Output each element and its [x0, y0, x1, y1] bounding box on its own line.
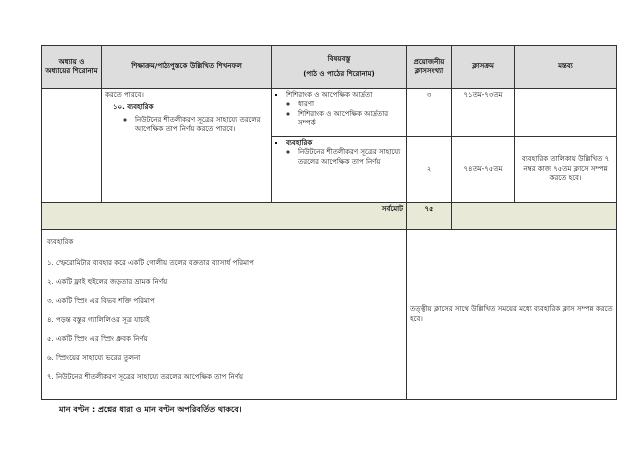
total-spacer — [452, 203, 617, 230]
serial-cell: ৭১তম-৭৩তম — [452, 89, 515, 137]
practical-item: ৬. স্প্রিংয়ের সাহায্যে ভরের তুলনা — [47, 354, 141, 363]
content-cell — [272, 89, 407, 137]
content-list — [275, 139, 403, 167]
practical-note: তত্ত্বীয় ক্লাসের সাথে উল্লিখিত সময়ের মধ্যে ব্যবহারিক ক্লাস সম্পন্ন করতে হবে। — [407, 230, 617, 400]
content-sublist — [286, 100, 403, 128]
header-classes: প্রয়োজনীয় ক্লাসসংখ্যা — [407, 46, 452, 89]
content-list — [275, 91, 403, 129]
total-label: সর্বমোট — [42, 203, 407, 230]
total-row — [42, 203, 617, 230]
table-row — [42, 89, 617, 137]
practical-row — [42, 230, 617, 400]
total-value: ৭৫ — [407, 203, 452, 230]
chapter-cell — [42, 89, 102, 203]
header-remarks: মন্তব্য — [515, 46, 617, 89]
practical-list — [47, 259, 403, 382]
content-title: শিশিরাংক ও আপেক্ষিক আর্দ্রতা — [286, 91, 373, 99]
remarks-cell — [515, 89, 617, 137]
content-item — [286, 91, 403, 129]
classes-cell: ৩ — [407, 89, 452, 137]
content-sublist — [286, 148, 403, 167]
practical-cell — [42, 230, 407, 400]
header-content-subtitle: (পাঠ ও পাঠের শিরোনাম) — [303, 70, 375, 78]
practical-item: ৩. একটি স্প্রিং এর বিভব শক্তি পরিমাপ — [47, 297, 155, 306]
content-subitem: ◦ শিশিরাংক ও আপেক্ষিক আর্দ্রতার সম্পর্ক — [298, 110, 403, 129]
practical-item: ৭. নিউটনের শীতলীকরণ সূত্রের সাহায্যে তরলের আপেক্ষিক তাপ নির্ণয় — [47, 373, 243, 382]
header-row — [42, 46, 617, 89]
outcome-sublist — [105, 116, 268, 135]
outcome-heading: ১০. ব্যবহারিক — [113, 103, 154, 112]
serial-cell: ৭৪তম-৭৫তম — [452, 137, 515, 203]
content-item — [286, 139, 403, 167]
practical-item: ৪. পড়ন্ত বস্তুর গ্যালিলিওর সূত্র যাচাই — [47, 316, 150, 325]
header-serial: ক্লাসক্রম — [452, 46, 515, 89]
content-title: ব্যবহারিক — [286, 139, 313, 147]
content-subitem: ◦ নিউটনের শীতলীকরণ সূত্রের সাহায্যে তরলের আপেক্ষিক তাপ নির্ণয় — [298, 148, 403, 167]
header-chapter: অধ্যায় ও অধ্যায়ের শিরোনাম — [42, 46, 102, 89]
header-content-title: বিষয়বস্তু — [327, 54, 351, 63]
practical-item: ২. একটি ফ্লাই হুইলের জড়তার ভ্রামক নির্ণয় — [47, 278, 168, 287]
outcome-line: করতে পারবে। — [105, 91, 144, 99]
content-subitem: ◦ ধারণা — [298, 100, 403, 109]
practical-title: ব্যবহারিক — [47, 238, 74, 246]
header-content — [272, 46, 407, 89]
practical-item: ৫. একটি স্প্রিং এর স্প্রিং ধ্রুবক নির্ণয় — [47, 335, 148, 344]
syllabus-table — [41, 45, 617, 400]
practical-item: ১. স্ফেরোমিটার ব্যবহার করে একটি গোলীয় তলের বক্রতার ব্যাসার্ধ পরিমাপ — [47, 259, 254, 268]
header-outcome: শিক্ষাক্রম/পাঠ্যপুস্তকে উল্লিখিত শিখনফল — [102, 46, 272, 89]
remarks-cell: ব্যবহারিক তালিকায় উল্লিখিত ৭ নম্বর কাজ ৭৫তম ক্লাসে সম্পন্ন করতে হবে। — [515, 137, 617, 203]
outcome-cell — [102, 89, 272, 203]
outcome-subitem: ◦ নিউটনের শীতলীকরণ সূত্রের সাহায্যে তরলের আপেক্ষিক তাপ নির্ণয় করতে পারবে। — [135, 116, 268, 135]
mark-distribution-note: মান বণ্টন : প্রশ্নের ধারা ও মান বণ্টন অপরিবর্তিত থাকবে। — [59, 405, 242, 414]
classes-cell: ২ — [407, 137, 452, 203]
content-cell — [272, 137, 407, 203]
